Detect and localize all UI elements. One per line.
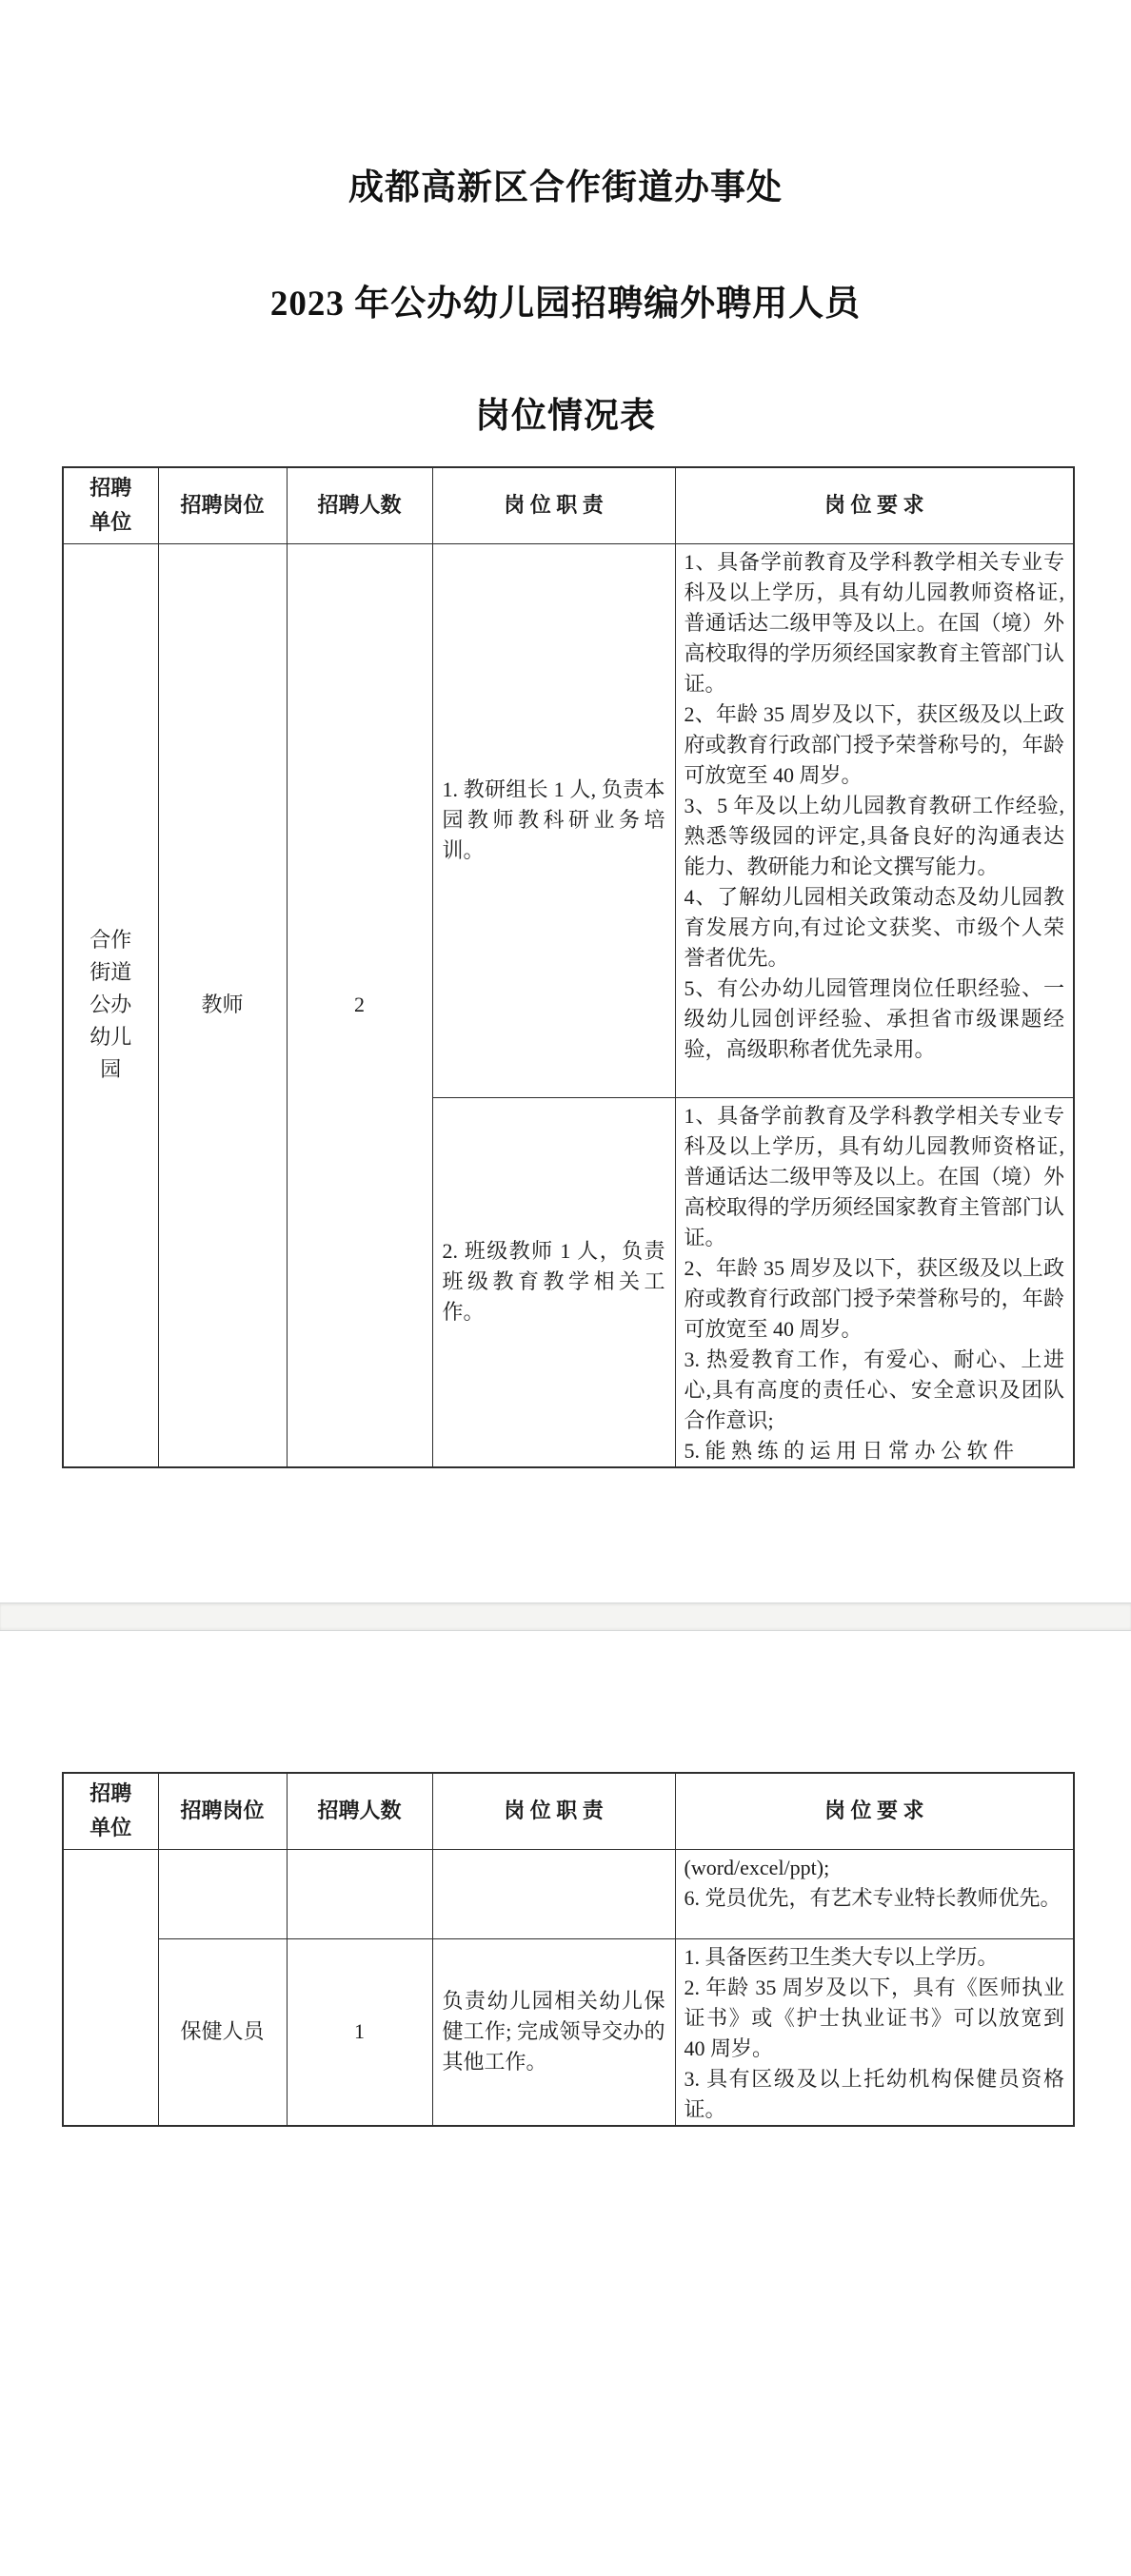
requirement-item: 3、5 年及以上幼儿园教育教研工作经验,熟悉等级园的评定,具备良好的沟通表达能力、教研能力和论文撰写能力。 bbox=[684, 793, 1064, 878]
requirement-item: 2、年龄 35 周岁及以下，获区级及以上政府或教育行政部门授予荣誉称号的，年龄可放宽至 40 周岁。 bbox=[684, 1255, 1064, 1341]
requirements-cell-teacher-continued bbox=[675, 1849, 1074, 1938]
table-header-row bbox=[63, 1773, 1074, 1849]
positions-table-page1 bbox=[62, 466, 1075, 1468]
page-subtitle: 2023 年公办幼儿园招聘编外聘用人员 bbox=[269, 285, 862, 324]
page-title: 成都高新区合作街道办事处 bbox=[348, 168, 783, 207]
header-unit: 招聘单位 bbox=[63, 467, 158, 543]
requirements-cell-research-leader bbox=[675, 543, 1074, 1097]
header-requirement: 岗 位 要 求 bbox=[675, 467, 1074, 543]
positions-table-page2 bbox=[62, 1772, 1075, 2127]
unit-cell: 合作街道公办幼儿园 bbox=[63, 543, 158, 1467]
header-unit: 招聘单位 bbox=[63, 1773, 158, 1849]
table-header-row bbox=[63, 467, 1074, 543]
requirement-item: 6. 党员优先，有艺术专业特长教师优先。 bbox=[684, 1885, 1062, 1910]
header-count: 招聘人数 bbox=[287, 467, 432, 543]
duty-cell bbox=[432, 1849, 675, 1938]
table-row bbox=[63, 543, 1074, 1097]
table-row bbox=[63, 1849, 1074, 1938]
header-duty: 岗 位 职 责 bbox=[432, 1773, 675, 1849]
requirements-cell-class-teacher bbox=[675, 1097, 1074, 1467]
requirement-item: 3. 热爱教育工作，有爱心、耐心、上进心,具有高度的责任心、安全意识及团队合作意识; bbox=[684, 1347, 1064, 1432]
position-cell: 教师 bbox=[158, 543, 287, 1467]
count-cell: 2 bbox=[287, 543, 432, 1467]
count-cell-health-worker: 1 bbox=[287, 1938, 432, 2126]
position-cell-health-worker: 保健人员 bbox=[158, 1938, 287, 2126]
requirement-item: 1、具备学前教育及学科教学相关专业专科及以上学历，具有幼儿园教师资格证,普通话达二级甲等及以上。在国（境）外高校取得的学历须经国家教育主管部门认证。 bbox=[684, 549, 1064, 696]
duty-cell-class-teacher: 2. 班级教师 1 人，负责班级教育教学相关工作。 bbox=[432, 1097, 675, 1467]
requirement-item: 1、具备学前教育及学科教学相关专业专科及以上学历，具有幼儿园教师资格证,普通话达二级甲等及以上。在国（境）外高校取得的学历须经国家教育主管部门认证。 bbox=[684, 1103, 1064, 1249]
requirement-item: (word/excel/ppt); bbox=[684, 1855, 830, 1879]
header-position: 招聘岗位 bbox=[158, 467, 287, 543]
header-count: 招聘人数 bbox=[287, 1773, 432, 1849]
header-requirement: 岗 位 要 求 bbox=[675, 1773, 1074, 1849]
header-position: 招聘岗位 bbox=[158, 1773, 287, 1849]
position-cell bbox=[158, 1849, 287, 1938]
header-duty: 岗 位 职 责 bbox=[432, 467, 675, 543]
table-row bbox=[63, 1938, 1074, 2126]
requirement-item: 2. 年龄 35 周岁及以下，具有《医师执业证书》或《护士执业证书》可以放宽到 40 周岁。 bbox=[684, 1975, 1064, 2060]
requirement-item: 4、了解幼儿园相关政策动态及幼儿园教育发展方向,有过论文获奖、市级个人荣誉者优先。 bbox=[684, 884, 1064, 970]
requirement-item: 2、年龄 35 周岁及以下，获区级及以上政府或教育行政部门授予荣誉称号的，年龄可放宽至 40 周岁。 bbox=[684, 701, 1064, 787]
requirement-item: 5、有公办幼儿园管理岗位任职经验、一级幼儿园创评经验、承担省市级课题经验，高级职称者优先录用。 bbox=[684, 975, 1064, 1061]
table-title: 岗位情况表 bbox=[475, 397, 656, 436]
requirement-item: 3. 具有区级及以上托幼机构保健员资格证。 bbox=[684, 2066, 1064, 2121]
duty-cell-health-worker: 负责幼儿园相关幼儿保健工作; 完成领导交办的其他工作。 bbox=[432, 1938, 675, 2126]
unit-cell bbox=[63, 1849, 158, 2126]
duty-cell-research-leader: 1. 教研组长 1 人, 负责本园教师教科研业务培训。 bbox=[432, 543, 675, 1097]
requirement-item: 5. 能 熟 练 的 运 用 日 常 办 公 软 件 bbox=[684, 1438, 1015, 1463]
requirements-cell-health-worker bbox=[675, 1938, 1074, 2126]
requirement-item: 1. 具备医药卫生类大专以上学历。 bbox=[684, 1944, 999, 1969]
count-cell bbox=[287, 1849, 432, 1938]
page-break-divider bbox=[0, 1603, 1131, 1631]
